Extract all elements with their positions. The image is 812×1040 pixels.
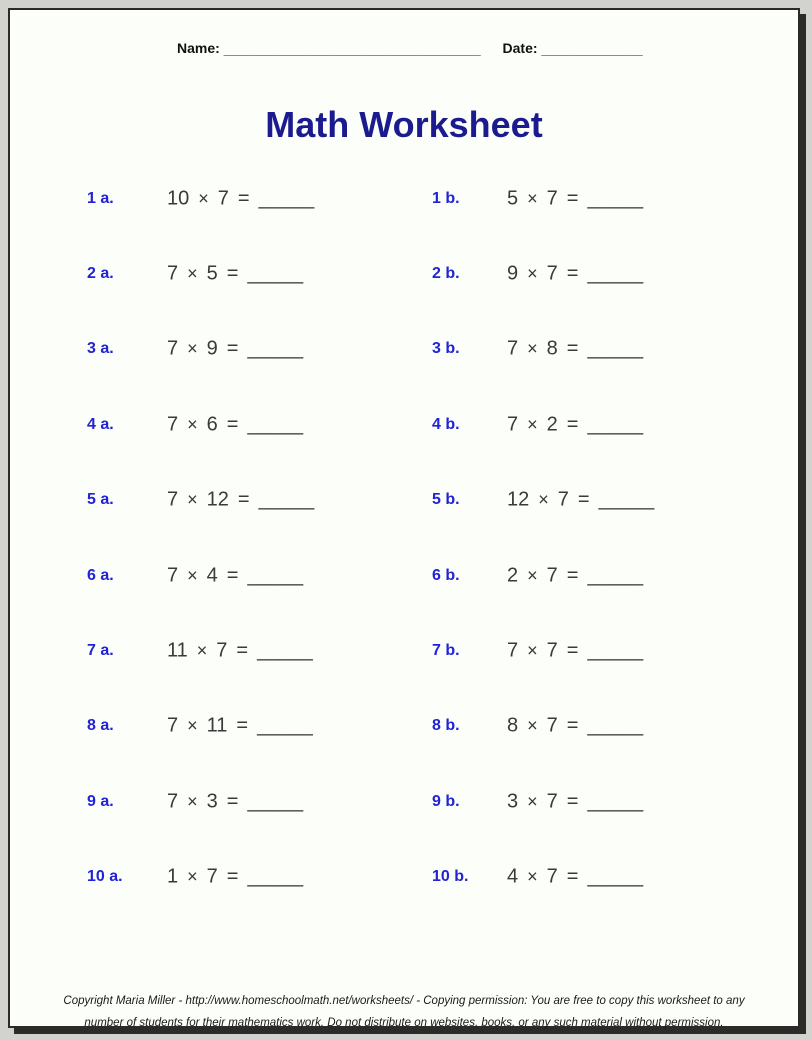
factor-1: 7: [167, 337, 179, 360]
times-sign: ×: [187, 866, 198, 887]
problem-number: 9 a.: [87, 792, 114, 810]
factor-2: 3: [206, 790, 218, 813]
times-sign: ×: [527, 640, 538, 661]
times-sign: ×: [527, 263, 538, 284]
factor-2: 2: [546, 413, 558, 436]
problem-number: 4 b.: [432, 415, 460, 433]
factor-1: 3: [507, 790, 519, 813]
factor-1: 11: [167, 639, 188, 662]
times-sign: ×: [527, 414, 538, 435]
answer-blank[interactable]: _____: [587, 337, 644, 360]
problem-expression: [507, 564, 643, 587]
problem-expression: [167, 564, 303, 587]
problem-number: 5 b.: [432, 491, 460, 509]
answer-blank[interactable]: _____: [257, 639, 313, 662]
equals-sign: =: [226, 865, 239, 888]
problem-number: 2 b.: [432, 265, 460, 283]
problem-expression: [507, 413, 643, 436]
problem-number: 6 b.: [432, 566, 460, 584]
equals-sign: =: [566, 187, 579, 210]
answer-blank[interactable]: _____: [247, 865, 304, 888]
times-sign: ×: [187, 791, 198, 812]
factor-1: 9: [507, 262, 519, 285]
problem-number: 10 b.: [432, 868, 469, 886]
problem-number: 7 a.: [87, 642, 114, 660]
times-sign: ×: [187, 489, 198, 510]
name-field-line[interactable]: _________________________________: [223, 40, 481, 56]
problem-row: [10, 161, 798, 236]
equals-sign: =: [236, 639, 249, 662]
problem-expression: [167, 489, 314, 512]
problem-number: 8 b.: [432, 717, 460, 735]
factor-1: 7: [167, 564, 179, 587]
times-sign: ×: [538, 489, 549, 510]
answer-blank[interactable]: _____: [587, 865, 644, 888]
times-sign: ×: [187, 263, 198, 284]
equals-sign: =: [226, 262, 239, 285]
problem-number: 3 a.: [87, 340, 114, 358]
times-sign: ×: [187, 414, 198, 435]
equals-sign: =: [226, 413, 239, 436]
page-title: Math Worksheet: [265, 104, 543, 145]
equals-sign: =: [236, 714, 249, 737]
equals-sign: =: [566, 413, 579, 436]
equals-sign: =: [566, 639, 579, 662]
date-label: Date:: [502, 40, 538, 56]
name-date-header: [177, 40, 643, 56]
problem-number: 2 a.: [87, 265, 114, 283]
factor-2: 7: [546, 187, 558, 210]
factor-1: 1: [167, 865, 179, 888]
factor-1: 2: [507, 564, 519, 587]
times-sign: ×: [196, 640, 208, 661]
problem-number: 4 a.: [87, 415, 114, 433]
factor-2: 7: [217, 187, 229, 210]
factor-2: 8: [546, 337, 558, 360]
problem-expression: [507, 489, 654, 512]
equals-sign: =: [226, 790, 239, 813]
answer-blank[interactable]: _____: [257, 714, 313, 737]
times-sign: ×: [527, 188, 538, 209]
equals-sign: =: [566, 564, 579, 587]
times-sign: ×: [527, 565, 538, 586]
answer-blank[interactable]: _____: [587, 262, 644, 285]
answer-blank[interactable]: _____: [258, 488, 315, 511]
problem-expression: [507, 715, 643, 738]
problem-number: 3 b.: [432, 340, 460, 358]
problem-row: [10, 387, 798, 462]
problem-expression: [507, 640, 643, 663]
name-label: Name:: [177, 40, 220, 56]
problem-number: 8 a.: [87, 717, 114, 735]
answer-blank[interactable]: _____: [587, 714, 644, 737]
equals-sign: =: [566, 714, 579, 737]
factor-1: 7: [507, 337, 519, 360]
factor-1: 10: [167, 187, 190, 210]
problem-row: [10, 312, 798, 387]
factor-2: 7: [546, 790, 558, 813]
factor-2: 7: [546, 714, 558, 737]
problem-expression: [507, 338, 643, 361]
problem-expression: [167, 263, 303, 286]
factor-2: 7: [206, 865, 218, 888]
problem-expression: [167, 413, 303, 436]
factor-1: 7: [167, 790, 179, 813]
problem-row: [10, 613, 798, 688]
equals-sign: =: [566, 337, 579, 360]
answer-blank[interactable]: _____: [587, 564, 644, 587]
problem-expression: [167, 640, 313, 663]
date-field-line[interactable]: _____________: [541, 40, 643, 56]
times-sign: ×: [527, 866, 538, 887]
factor-2: 9: [206, 337, 218, 360]
problem-row: [10, 236, 798, 311]
answer-blank[interactable]: _____: [587, 413, 644, 436]
problem-expression: [167, 790, 303, 813]
problem-number: 9 b.: [432, 792, 460, 810]
factor-2: 12: [206, 488, 229, 511]
copyright-line-1: Copyright Maria Miller - http://www.homeschoolmath.net/worksheets/ - Copying permission: You are free to copy this worksheet to any: [63, 995, 745, 1007]
problem-expression: [507, 866, 643, 889]
factor-1: 7: [507, 639, 519, 662]
times-sign: ×: [527, 338, 538, 359]
times-sign: ×: [187, 715, 198, 736]
problem-row: [10, 689, 798, 764]
answer-blank[interactable]: _____: [247, 262, 304, 285]
problem-expression: [167, 187, 314, 210]
factor-1: 7: [507, 413, 519, 436]
answer-blank[interactable]: _____: [247, 790, 304, 813]
answer-blank[interactable]: _____: [247, 337, 304, 360]
times-sign: ×: [187, 338, 198, 359]
factor-2: 7: [546, 639, 558, 662]
factor-2: 7: [216, 639, 228, 662]
factor-1: 7: [167, 488, 179, 511]
factor-2: 7: [557, 488, 569, 511]
equals-sign: =: [577, 488, 590, 511]
times-sign: ×: [527, 715, 538, 736]
problem-number: 6 a.: [87, 566, 114, 584]
problem-expression: [167, 866, 303, 889]
answer-blank[interactable]: _____: [587, 187, 644, 210]
answer-blank[interactable]: _____: [258, 187, 315, 210]
problems-grid: [10, 161, 798, 915]
factor-2: 7: [546, 262, 558, 285]
equals-sign: =: [566, 790, 579, 813]
equals-sign: =: [226, 337, 239, 360]
problem-expression: [507, 263, 643, 286]
factor-2: 7: [546, 865, 558, 888]
factor-1: 7: [167, 714, 179, 737]
factor-2: 7: [546, 564, 558, 587]
equals-sign: =: [566, 865, 579, 888]
factor-2: 5: [206, 262, 218, 285]
worksheet-page: [8, 8, 800, 1028]
problem-expression: [507, 187, 643, 210]
copyright-footer: [10, 990, 798, 1034]
problem-number: 1 a.: [87, 189, 114, 207]
factor-1: 4: [507, 865, 519, 888]
times-sign: ×: [198, 188, 209, 209]
answer-blank[interactable]: _____: [587, 790, 644, 813]
factor-1: 7: [167, 413, 179, 436]
factor-2: 4: [206, 564, 218, 587]
problem-number: 1 b.: [432, 189, 460, 207]
factor-1: 7: [167, 262, 179, 285]
answer-blank[interactable]: _____: [598, 488, 655, 511]
problem-number: 10 a.: [87, 868, 123, 886]
problem-number: 7 b.: [432, 642, 460, 660]
factor-1: 12: [507, 488, 530, 511]
problem-row: [10, 538, 798, 613]
problem-row: [10, 463, 798, 538]
factor-2: 11: [206, 714, 228, 737]
factor-2: 6: [206, 413, 218, 436]
problem-number: 5 a.: [87, 491, 114, 509]
problem-row: [10, 840, 798, 915]
answer-blank[interactable]: _____: [247, 413, 304, 436]
equals-sign: =: [237, 187, 250, 210]
problem-expression: [167, 715, 313, 738]
answer-blank[interactable]: _____: [247, 564, 304, 587]
problem-expression: [507, 790, 643, 813]
times-sign: ×: [527, 791, 538, 812]
problem-row: [10, 764, 798, 839]
factor-1: 8: [507, 714, 519, 737]
factor-1: 5: [507, 187, 519, 210]
equals-sign: =: [566, 262, 579, 285]
copyright-line-2: number of students for their mathematics work. Do not distribute on websites, books, or any such material without permission.: [84, 1017, 724, 1029]
equals-sign: =: [237, 488, 250, 511]
equals-sign: =: [226, 564, 239, 587]
answer-blank[interactable]: _____: [587, 639, 644, 662]
times-sign: ×: [187, 565, 198, 586]
problem-expression: [167, 338, 303, 361]
